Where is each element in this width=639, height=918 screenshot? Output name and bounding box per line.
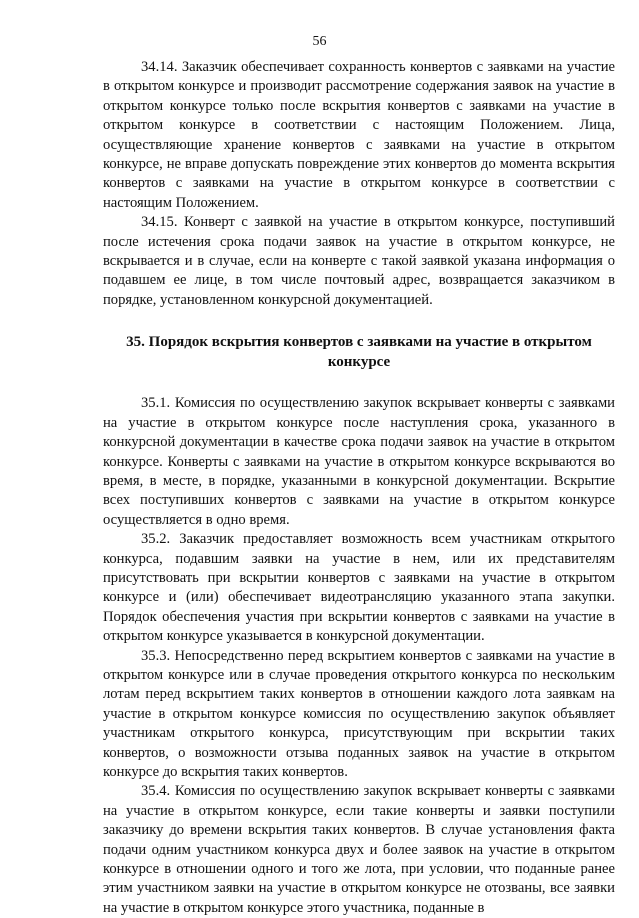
paragraph-35-3: 35.3. Непосредственно перед вскрытием конвертов с заявками на участие в открытом конкурсе или в случае проведения открытого конкурса по нескольким лотам перед вскрытием таких конвертов в отношении каждого лота заявкам на участие в открытом конкурсе комиссия по осуществлению закупок объявляет участникам открытого конкурса, присутствующим при вскрытии таких конвертов, о возможности отзыва поданных заявок на участие в открытом конкурсе до вскрытия таких конвертов. <box>103 647 615 780</box>
paragraph-35-1: 35.1. Комиссия по осуществлению закупок вскрывает конверты с заявками на участие в открытом конкурсе после наступления срока, указанного в конкурсной документации в качестве срока подачи заявок на участие в открытом конкурсе. Конверты с заявками на участие в открытом конкурсе вскрываются во время, в месте, в порядке, указанными в конкурсной документации. Вскрытие всех поступивших конвертов с заявками на участие в открытом конкурсе осуществляется в одно время. <box>103 395 615 528</box>
paragraph-34-15: 34.15. Конверт с заявкой на участие в открытом конкурсе, поступивший после истечения срока подачи заявок на участие в открытом конкурсе, не вскрывается и в случае, если на конверте с такой заявкой указана информация о подавшем ее лице, в том числе почтовый адрес, возвращается заказчиком в порядке, установленном конкурсной документацией. <box>103 214 615 308</box>
paragraph-35-2: 35.2. Заказчик предоставляет возможность всем участникам открытого конкурса, подавшим заявки на участие в нем, или их представителям присутствовать при вскрытии конвертов с заявками на участие в открытом конкурсе и (или) обеспечивает видеотрансляцию указанного этапа закупки. Порядок обеспечения участия при вскрытии конвертов с заявками на участие в открытом конкурсе указывается в конкурсной документации. <box>103 531 615 645</box>
paragraph-34-14: 34.14. Заказчик обеспечивает сохранность конвертов с заявками на участие в открытом конкурсе и производит рассмотрение содержания заявок на участие в открытом конкурсе только после вскрытия конвертов с заявками на участие в открытом конкурсе в соответствии с настоящим Положением. Лица, осуществляющие хранение конвертов с заявками на участие в открытом конкурсе, не вправе допускать повреждение этих конвертов до момента вскрытия конвертов с заявками на участие в открытом конкурсе в соответствии с настоящим Положением. <box>103 59 615 211</box>
page-number: 56 <box>312 34 327 49</box>
paragraph-35-4: 35.4. Комиссия по осуществлению закупок вскрывает конверты с заявками на участие в открытом конкурсе, если такие конверты и заявки поступили заказчику до времени вскрытия таких конвертов. В случае установления факта подачи одним участником конкурса двух и более заявок на участие в открытом конкурсе в отношении одного и того же лота, при условии, что поданные ранее этим участником заявки на участие в открытом конкурсе не отозваны, все заявки на участие в открытом конкурсе этого участника, поданные в <box>103 783 615 916</box>
section-heading: 35. Порядок вскрытия конвертов с заявками на участие в открытом конкурсе <box>126 334 592 371</box>
document-body <box>103 58 615 918</box>
